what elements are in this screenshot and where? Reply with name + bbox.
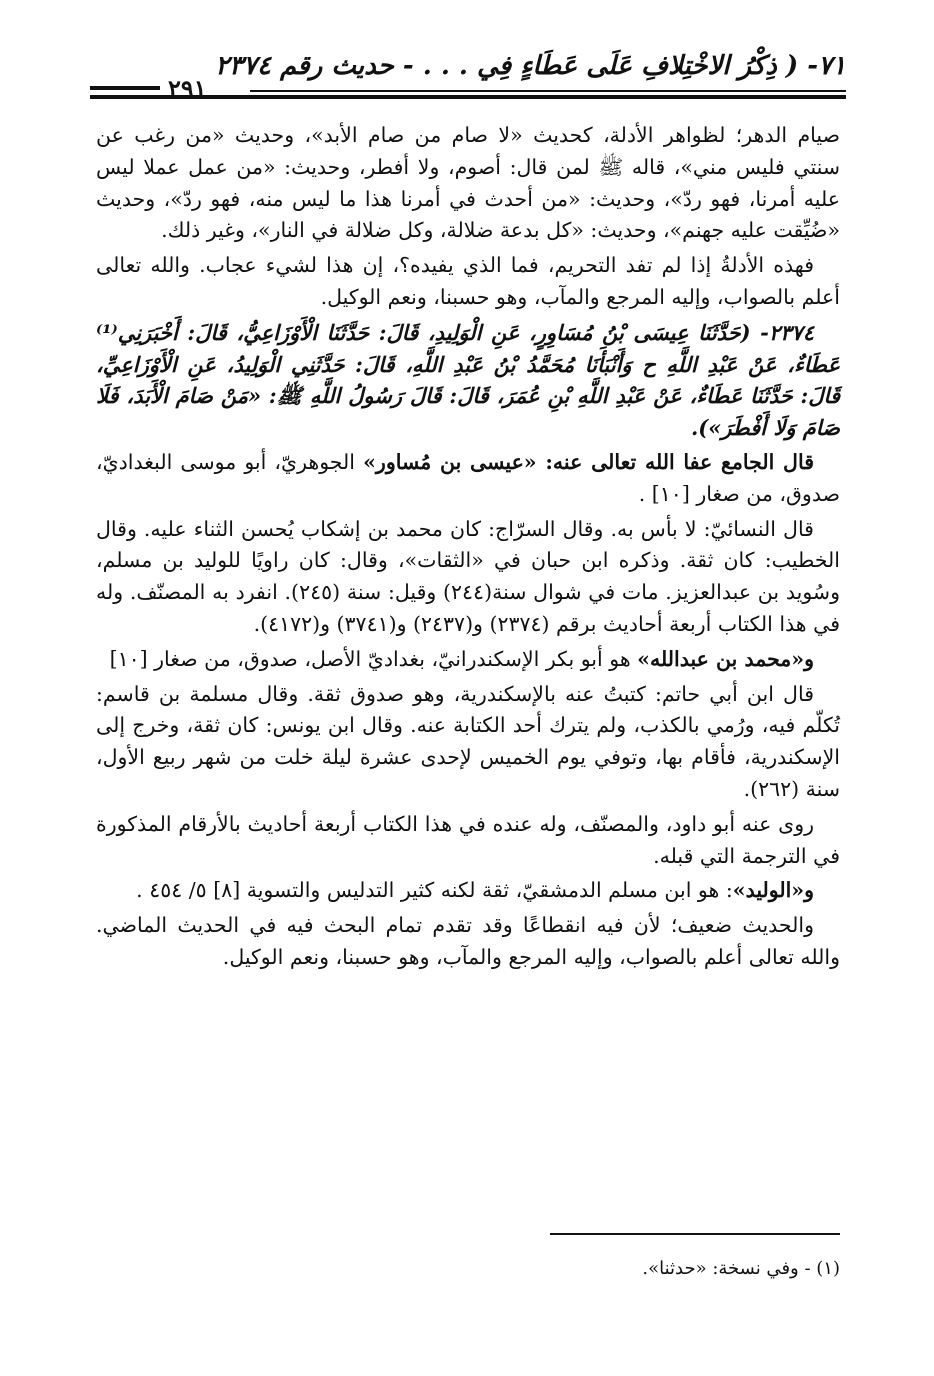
- paragraph-nasai: قال النسائيّ: لا بأس به. وقال السرّاج: كان محمد بن إشكاب يُحسن الثناء عليه. وقال الخطيب: كان ثقة. وذكره ابن حبان في «الثقات»، وقال: كان راويًا للوليد بن مسلم، وسُويد بن عبدالعزيز. مات في شوال سنة(٢٤٤) وقيل: سنة (٢٤٥). انفرد به المصنّف. وله في هذا الكتاب أربعة أحاديث برقم (٢٣٧٤) و(٢٤٣٧) و(٣٧٤١) و(٤١٧٢).: [96, 516, 840, 636]
- walid-label: و«الوليد»: [732, 878, 814, 903]
- muhammad-label: و«محمد بن عبدالله»: [637, 646, 814, 671]
- paragraph-isa: [96, 447, 840, 511]
- paragraph-dahr: صيام الدهر؛ لظواهر الأدلة، كحديث «لا صام من صام الأبد»، وحديث «من رغب عن سنتي فليس مني»، قاله ﷺ لمن قال: أصوم، ولا أفطر، وحديث: «من عمل عملا ليس عليه أمرنا، فهو ردّ»، وحديث: «من أحدث في أمرنا هذا ما ليس منه، فهو ردّ»، وحديث «ضُيِّقت عليه جهنم»، وحديث: «كل بدعة ضلالة، وكل ضلالة في النار»، وغير ذلك.: [96, 123, 840, 243]
- header-rule-thick: [90, 95, 846, 99]
- page-number: ٢٩١: [168, 74, 207, 103]
- paragraph-ibn-abi-hatim: قال ابن أبي حاتم: كتبتُ عنه بالإسكندرية، وهو صدوق ثقة. وقال مسلمة بن قاسم: تُكلّم فيه، ورُمي بالكذب، ولم يترك أحد الكتابة عنه. وقال ابن يونس: كان ثقة، وخرج إلى الإسكندرية، فأقام بها، وتوفي يوم الخميس لإحدى عشرة ليلة خلت من شهر ربيع الأول، سنة (٢٦٢).: [96, 681, 840, 801]
- header-rule-thin: [250, 90, 846, 92]
- footnote: (١) - وفي نسخة: «حدثنا».: [642, 1258, 840, 1279]
- running-title: ٧١- ( ذِكْرُ الاخْتِلافِ عَلَى عَطَاءٍ فِي . . . - حديث رقم ٢٣٧٤: [215, 51, 846, 81]
- muhammad-text: هو أبو بكر الإسكندرانيّ، بغداديّ الأصل، صدوق، من صغار [١٠]: [109, 646, 638, 671]
- page-header: [90, 48, 846, 106]
- paragraph-conclusion: فهذه الأدلةُ إذا لم تفد التحريم، فما الذي يفيده؟، إن هذا لشيء عجاب. والله تعالى أعلم بالصواب، وإليه المرجع والمآب، وهو حسبنا، ونعم الوكيل.: [96, 253, 840, 309]
- isa-text: الجوهريّ، أبو موسى البغداديّ، صدوق، من صغار [١٠] .: [96, 449, 840, 506]
- main-text: [96, 120, 840, 977]
- isa-label: قال الجامع عفا الله تعالى عنه: «عيسى بن مُساور»: [363, 449, 814, 474]
- paragraph-walid: [96, 875, 840, 907]
- paragraph-verdict: والحديث ضعيف؛ لأن فيه انقطاعًا وقد تقدم تمام البحث فيه في الحديث الماضي. والله تعالى أعلم بالصواب، وإليه المرجع والمآب، وهو حسبنا، ونعم الوكيل.: [96, 913, 840, 969]
- header-rule-left: [90, 86, 160, 90]
- footnote-separator: [550, 1233, 840, 1235]
- walid-text: : هو ابن مسلم الدمشقيّ، ثقة لكنه كثير التدليس والتسوية [٨] ٥/ ٤٥٤ .: [136, 878, 733, 903]
- paragraph-muhammad: [96, 644, 840, 676]
- hadith-text: ٢٣٧٤- (حَدَّثَنَا عِيسَى بْنُ مُسَاوِرٍ، عَنِ الْوَلِيدِ، قَالَ: حَدَّثَنَا الْأَوْزَاعِيُّ، قَالَ: أَخْبَرَنِي⁽¹⁾ عَطَاءٌ، عَنْ عَبْدِ اللَّهِ ح وَأَنْبَأَنَا مُحَمَّدُ بْنُ عَبْدِ اللَّهِ، قَالَ: حَدَّثَنِي الْوَلِيدُ، عَنِ الْأَوْزَاعِيِّ، قَالَ: حَدَّثَنَا عَطَاءٌ، عَنْ عَبْدِ اللَّهِ بْنِ عُمَرَ، قَالَ: قَالَ رَسُولُ اللَّهِ ﷺ: «مَنْ صَامَ الْأَبَدَ، فَلَا صَامَ وَلَا أَفْطَرَ»).: [96, 319, 840, 441]
- paragraph-narrated: روى عنه أبو داود، والمصنّف، وله عنده في هذا الكتاب أربعة أحاديث بالأرقام المذكورة في الترجمة التي قبله.: [96, 811, 840, 868]
